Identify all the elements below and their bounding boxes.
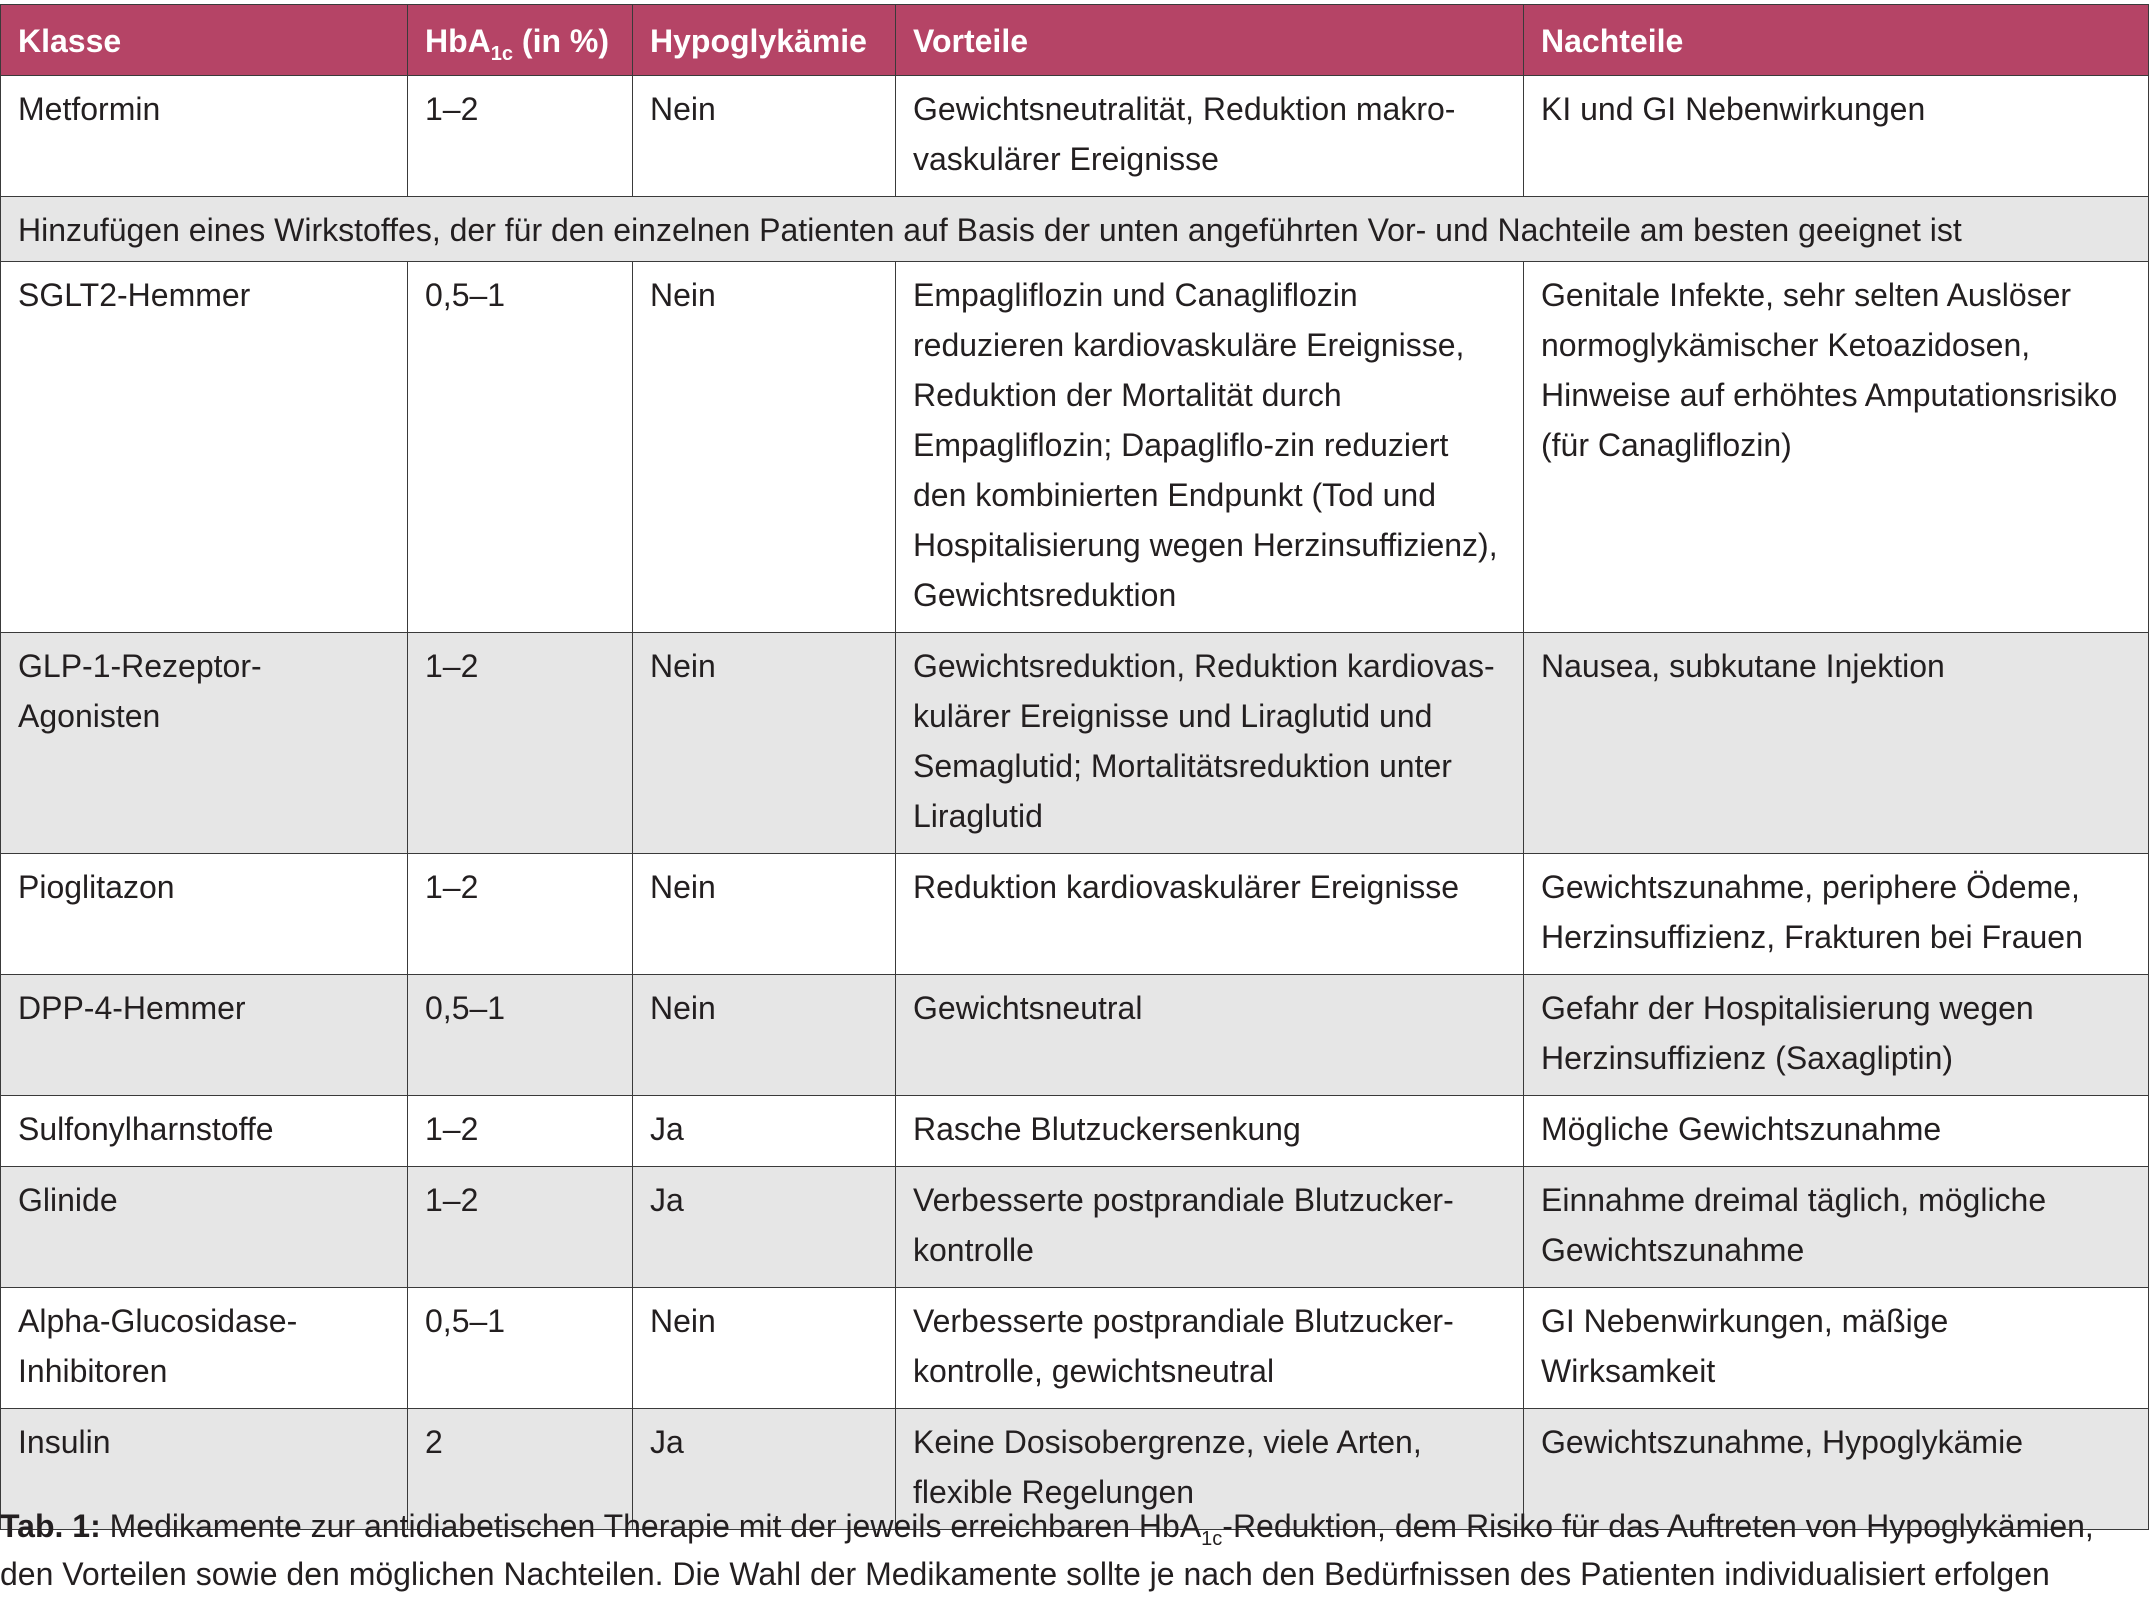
cell-klasse: Alpha-Glucosidase-Inhibitoren [1,1288,408,1409]
table-row [1,1096,2149,1167]
cell-hba1c: 0,5–1 [408,262,633,633]
cell-klasse: DPP-4-Hemmer [1,975,408,1096]
cell-hypoglykaemie: Nein [633,975,896,1096]
cell-hypoglykaemie: Nein [633,262,896,633]
cell-hba1c: 1–2 [408,854,633,975]
table-row [1,1167,2149,1288]
cell-hypoglykaemie: Nein [633,633,896,854]
cell-hba1c: 2 [408,1409,633,1530]
header-hypoglykaemie: Hypoglykämie [633,5,896,76]
span-note-cell: Hinzufügen eines Wirkstoffes, der für den einzelnen Patienten auf Basis der unten angeführten Vor- und Nachteile am besten geeignet ist [1,197,2149,262]
header-hba1c-main: HbA [425,23,491,59]
cell-vorteile: Verbesserte postprandiale Blutzucker-kontrolle, gewichtsneutral [896,1288,1524,1409]
antidiabetic-drug-table [0,4,2149,1530]
cell-klasse: Pioglitazon [1,854,408,975]
cell-nachteile: Gewichtszunahme, Hypoglykämie [1524,1409,2149,1530]
cell-klasse: GLP-1-Rezeptor-Agonisten [1,633,408,854]
cell-vorteile: Verbesserte postprandiale Blutzucker-kontrolle [896,1167,1524,1288]
caption-text-after: -Reduktion, dem Risiko für das Auftreten von Hypoglykämien, den Vorteilen sowie den möglichen Nachteilen. Die Wahl der Medikamente sollte je nach den Bedürfnissen des Patienten individualisiert erfolgen [0,1508,2094,1592]
header-hba1c-suffix: (in %) [513,23,609,59]
cell-hba1c: 1–2 [408,633,633,854]
cell-hypoglykaemie: Nein [633,1288,896,1409]
cell-nachteile: Gewichtszunahme, periphere Ödeme, Herzinsuffizienz, Frakturen bei Frauen [1524,854,2149,975]
cell-hypoglykaemie: Ja [633,1096,896,1167]
cell-vorteile: Keine Dosisobergrenze, viele Arten, flexible Regelungen [896,1409,1524,1530]
cell-nachteile: Mögliche Gewichtszunahme [1524,1096,2149,1167]
table-row [1,975,2149,1096]
cell-nachteile: GI Nebenwirkungen, mäßige Wirksamkeit [1524,1288,2149,1409]
cell-nachteile: Nausea, subkutane Injektion [1524,633,2149,854]
cell-nachteile: KI und GI Nebenwirkungen [1524,76,2149,197]
cell-nachteile: Genitale Infekte, sehr selten Auslöser normoglykämischer Ketoazidosen, Hinweise auf erhöhtes Amputationsrisiko (für Canagliflozin) [1524,262,2149,633]
caption-sub: 1c [1201,1528,1223,1550]
cell-klasse: Glinide [1,1167,408,1288]
cell-klasse: SGLT2-Hemmer [1,262,408,633]
cell-hypoglykaemie: Nein [633,76,896,197]
cell-hba1c: 0,5–1 [408,1288,633,1409]
cell-vorteile: Gewichtsneutral [896,975,1524,1096]
header-nachteile: Nachteile [1524,5,2149,76]
caption-label: Tab. 1: [0,1508,101,1544]
table-row-span-note [1,197,2149,262]
table-row [1,633,2149,854]
cell-hypoglykaemie: Nein [633,854,896,975]
cell-vorteile: Empagliflozin und Canagliflozin reduzieren kardiovaskuläre Ereignisse, Reduktion der Mortalität durch Empagliflozin; Dapagliflo-zin reduziert den kombinierten Endpunkt (Tod und Hospitalisierung wegen Herzinsuffizienz), Gewichtsreduktion [896,262,1524,633]
table-row-metformin [1,76,2149,197]
cell-klasse: Sulfonylharnstoffe [1,1096,408,1167]
cell-hba1c: 1–2 [408,1167,633,1288]
header-vorteile: Vorteile [896,5,1524,76]
header-klasse: Klasse [1,5,408,76]
cell-nachteile: Einnahme dreimal täglich, mögliche Gewichtszunahme [1524,1167,2149,1288]
cell-hba1c: 1–2 [408,76,633,197]
caption-text-before: Medikamente zur antidiabetischen Therapie mit der jeweils erreichbaren HbA [100,1508,1202,1544]
cell-klasse: Insulin [1,1409,408,1530]
cell-hba1c: 1–2 [408,1096,633,1167]
cell-vorteile: Gewichtsreduktion, Reduktion kardiovas-kulärer Ereignisse und Liraglutid und Semaglutid; Mortalitätsreduktion unter Liraglutid [896,633,1524,854]
table-header-row [1,5,2149,76]
cell-hba1c: 0,5–1 [408,975,633,1096]
cell-nachteile: Gefahr der Hospitalisierung wegen Herzinsuffizienz (Saxagliptin) [1524,975,2149,1096]
table-row [1,1288,2149,1409]
header-hba1c-sub: 1c [490,43,514,65]
cell-hypoglykaemie: Ja [633,1409,896,1530]
cell-vorteile: Reduktion kardiovaskulärer Ereignisse [896,854,1524,975]
table-caption [0,1502,2148,1598]
table-row [1,854,2149,975]
cell-hypoglykaemie: Ja [633,1167,896,1288]
cell-vorteile: Gewichtsneutralität, Reduktion makro-vaskulärer Ereignisse [896,76,1524,197]
cell-klasse: Metformin [1,76,408,197]
header-hba1c [408,5,633,76]
table-row [1,262,2149,633]
cell-vorteile: Rasche Blutzuckersenkung [896,1096,1524,1167]
